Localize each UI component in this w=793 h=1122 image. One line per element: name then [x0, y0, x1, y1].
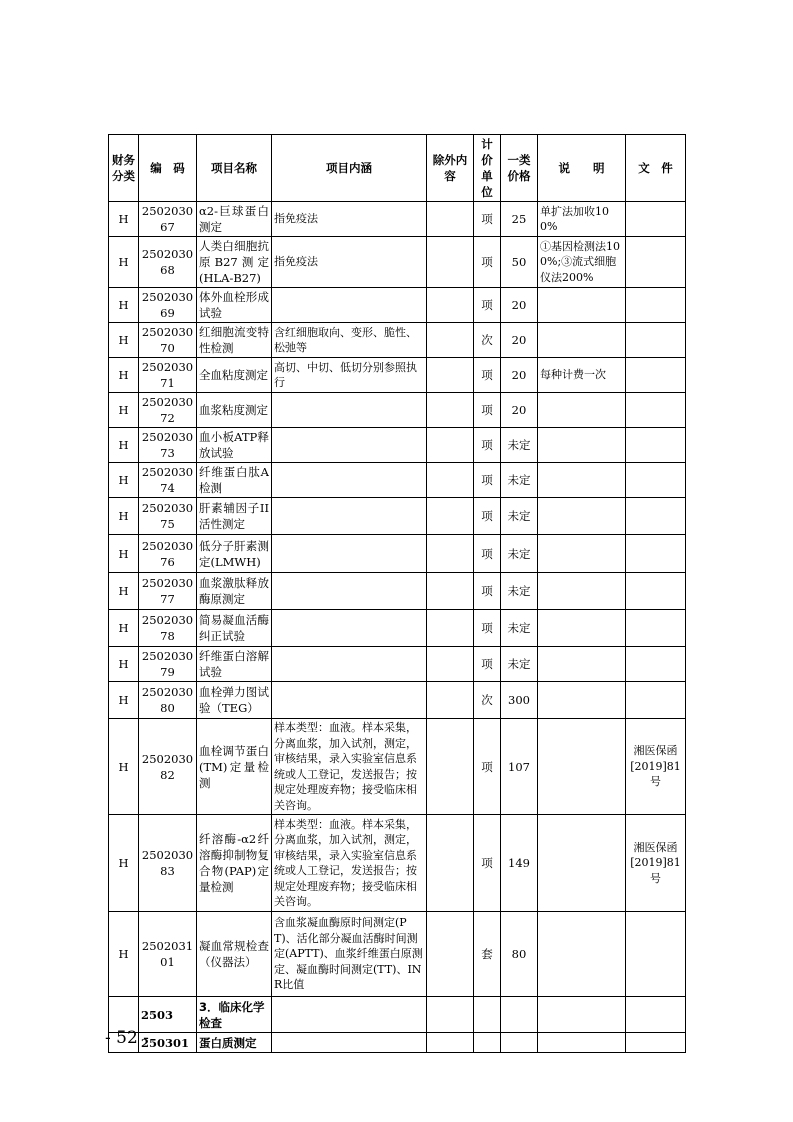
- cell-document: [626, 912, 686, 997]
- cell-category: H: [109, 498, 139, 535]
- cell-document: [626, 610, 686, 647]
- cell-name: 体外血栓形成试验: [197, 288, 272, 323]
- header-document: 文 件: [626, 135, 686, 202]
- cell-name: 血栓弹力图试验（TEG）: [197, 682, 272, 719]
- cell-code: 250203101: [139, 912, 197, 997]
- cell-exclusions: [427, 682, 474, 719]
- section-name: 蛋白质测定: [197, 1033, 272, 1053]
- cell-name: 凝血常规检查（仪器法）: [197, 912, 272, 997]
- cell-price: 20: [501, 358, 538, 393]
- cell-unit: 项: [474, 358, 501, 393]
- cell-category: H: [109, 323, 139, 358]
- cell-price: 20: [501, 393, 538, 428]
- cell-code: 250203067: [139, 202, 197, 237]
- table-row: [109, 237, 686, 288]
- cell-category: H: [109, 573, 139, 610]
- cell-price: 20: [501, 323, 538, 358]
- page-number: - 52 -: [105, 1028, 149, 1048]
- cell-exclusions: [427, 428, 474, 463]
- cell-price: 未定: [501, 647, 538, 682]
- cell-price: 50: [501, 237, 538, 288]
- cell-exclusions: [427, 237, 474, 288]
- table-row: [109, 323, 686, 358]
- cell-name: 纤维蛋白溶解试验: [197, 647, 272, 682]
- cell-code: 250203075: [139, 498, 197, 535]
- cell-content: [272, 535, 427, 573]
- table-row: [109, 682, 686, 719]
- cell-price: 80: [501, 912, 538, 997]
- cell-price: 20: [501, 288, 538, 323]
- cell-content: [272, 682, 427, 719]
- cell-unit: 项: [474, 202, 501, 237]
- cell-code: 250203079: [139, 647, 197, 682]
- cell-exclusions: [427, 719, 474, 815]
- cell-notes: [538, 719, 626, 815]
- cell-exclusions: [427, 573, 474, 610]
- cell-content: 样本类型：血液。样本采集，分离血浆，加入试剂，测定，审核结果，录入实验室信息系统或人工登记，发送报告；按规定处理废弃物；接受临床相关咨询。: [272, 719, 427, 815]
- table-row: [109, 463, 686, 498]
- cell-price: 149: [501, 815, 538, 912]
- cell-notes: [538, 997, 626, 1033]
- cell-unit: 项: [474, 535, 501, 573]
- cell-document: [626, 1033, 686, 1053]
- cell-name: 血栓调节蛋白(TM)定量检测: [197, 719, 272, 815]
- cell-category: H: [109, 815, 139, 912]
- header-exclusions: 除外内容: [427, 135, 474, 202]
- table-row: [109, 573, 686, 610]
- cell-content: [272, 997, 427, 1033]
- cell-document: [626, 323, 686, 358]
- table-row: [109, 535, 686, 573]
- cell-unit: 项: [474, 393, 501, 428]
- cell-document: [626, 393, 686, 428]
- cell-price: [501, 1033, 538, 1053]
- section-code: 250301: [139, 1033, 197, 1053]
- cell-notes: [538, 535, 626, 573]
- cell-notes: [538, 647, 626, 682]
- cell-code: 250203070: [139, 323, 197, 358]
- cell-document: [626, 535, 686, 573]
- cell-document: [626, 682, 686, 719]
- cell-category: H: [109, 393, 139, 428]
- cell-content: 高切、中切、低切分别参照执行: [272, 358, 427, 393]
- section-row: [109, 997, 686, 1033]
- cell-category: H: [109, 202, 139, 237]
- cell-content: [272, 288, 427, 323]
- cell-notes: [538, 428, 626, 463]
- cell-name: 红细胞流变特性检测: [197, 323, 272, 358]
- table-row: [109, 719, 686, 815]
- table-row: [109, 815, 686, 912]
- cell-document: [626, 498, 686, 535]
- cell-document: [626, 428, 686, 463]
- cell-category: H: [109, 237, 139, 288]
- cell-category: H: [109, 535, 139, 573]
- cell-unit: 项: [474, 288, 501, 323]
- cell-notes: ①基因检测法100%;③流式细胞仪法200%: [538, 237, 626, 288]
- table-row: [109, 647, 686, 682]
- cell-price: 未定: [501, 428, 538, 463]
- cell-content: 指免疫法: [272, 237, 427, 288]
- header-notes: 说 明: [538, 135, 626, 202]
- cell-document: [626, 997, 686, 1033]
- cell-exclusions: [427, 610, 474, 647]
- cell-name: α2-巨球蛋白测定: [197, 202, 272, 237]
- cell-name: 纤溶酶-α2纤溶酶抑制物复合物(PAP)定量检测: [197, 815, 272, 912]
- section-row: [109, 1033, 686, 1053]
- cell-notes: [538, 288, 626, 323]
- cell-name: 纤维蛋白肽A检测: [197, 463, 272, 498]
- price-table: [108, 134, 686, 1053]
- header-content: 项目内涵: [272, 135, 427, 202]
- cell-notes: [538, 682, 626, 719]
- cell-name: 血小板ATP释放试验: [197, 428, 272, 463]
- table-row: [109, 358, 686, 393]
- cell-unit: [474, 1033, 501, 1053]
- cell-price: 300: [501, 682, 538, 719]
- table-row: [109, 610, 686, 647]
- cell-unit: 项: [474, 815, 501, 912]
- cell-category: H: [109, 719, 139, 815]
- cell-price: 25: [501, 202, 538, 237]
- cell-content: [272, 428, 427, 463]
- cell-exclusions: [427, 463, 474, 498]
- cell-content: [272, 610, 427, 647]
- cell-price: 未定: [501, 610, 538, 647]
- cell-category: H: [109, 610, 139, 647]
- cell-document: [626, 647, 686, 682]
- cell-code: 250203078: [139, 610, 197, 647]
- cell-price: 未定: [501, 463, 538, 498]
- table-row: [109, 428, 686, 463]
- cell-exclusions: [427, 323, 474, 358]
- cell-exclusions: [427, 1033, 474, 1053]
- cell-notes: [538, 573, 626, 610]
- cell-document: 湘医保函[2019]81号: [626, 815, 686, 912]
- cell-name: 全血粘度测定: [197, 358, 272, 393]
- cell-code: 250203072: [139, 393, 197, 428]
- cell-unit: 项: [474, 428, 501, 463]
- cell-code: 250203068: [139, 237, 197, 288]
- cell-content: 含红细胞取向、变形、脆性、松弛等: [272, 323, 427, 358]
- cell-unit: 套: [474, 912, 501, 997]
- cell-notes: 单扩法加收100%: [538, 202, 626, 237]
- cell-category: H: [109, 428, 139, 463]
- table-row: [109, 393, 686, 428]
- cell-exclusions: [427, 202, 474, 237]
- cell-unit: 项: [474, 647, 501, 682]
- cell-notes: [538, 463, 626, 498]
- cell-category: H: [109, 912, 139, 997]
- cell-unit: 项: [474, 498, 501, 535]
- cell-exclusions: [427, 288, 474, 323]
- cell-name: 血浆粘度测定: [197, 393, 272, 428]
- table-row: [109, 498, 686, 535]
- cell-code: 250203073: [139, 428, 197, 463]
- table-row: [109, 912, 686, 997]
- cell-exclusions: [427, 647, 474, 682]
- cell-category: H: [109, 358, 139, 393]
- cell-code: 250203083: [139, 815, 197, 912]
- cell-exclusions: [427, 997, 474, 1033]
- cell-notes: [538, 815, 626, 912]
- cell-content: 样本类型：血液。样本采集，分离血浆，加入试剂，测定，审核结果，录入实验室信息系统或人工登记，发送报告；按规定处理废弃物；接受临床相关咨询。: [272, 815, 427, 912]
- cell-name: 简易凝血活酶纠正试验: [197, 610, 272, 647]
- cell-document: 湘医保函[2019]81号: [626, 719, 686, 815]
- cell-document: [626, 237, 686, 288]
- cell-unit: 项: [474, 237, 501, 288]
- cell-notes: [538, 1033, 626, 1053]
- cell-name: 低分子肝素测定(LMWH): [197, 535, 272, 573]
- cell-name: 人类白细胞抗原B27测定(HLA-B27): [197, 237, 272, 288]
- cell-price: 未定: [501, 573, 538, 610]
- cell-unit: 项: [474, 463, 501, 498]
- table-header-row: [109, 135, 686, 202]
- cell-price: 未定: [501, 535, 538, 573]
- cell-exclusions: [427, 498, 474, 535]
- cell-notes: [538, 323, 626, 358]
- cell-exclusions: [427, 358, 474, 393]
- cell-notes: [538, 912, 626, 997]
- cell-code: 250203071: [139, 358, 197, 393]
- cell-unit: 项: [474, 719, 501, 815]
- cell-content: 含血浆凝血酶原时间测定(PT)、活化部分凝血活酶时间测定(APTT)、血浆纤维蛋白原测定、凝血酶时间测定(TT)、INR比值: [272, 912, 427, 997]
- cell-category: H: [109, 682, 139, 719]
- cell-code: 250203082: [139, 719, 197, 815]
- cell-name: 肝素辅因子II活性测定: [197, 498, 272, 535]
- header-name: 项目名称: [197, 135, 272, 202]
- section-code: 2503: [139, 997, 197, 1033]
- cell-document: [626, 288, 686, 323]
- cell-content: [272, 573, 427, 610]
- cell-price: 107: [501, 719, 538, 815]
- cell-exclusions: [427, 815, 474, 912]
- header-unit: 计价单位: [474, 135, 501, 202]
- cell-code: 250203076: [139, 535, 197, 573]
- cell-document: [626, 463, 686, 498]
- cell-category: H: [109, 647, 139, 682]
- cell-content: [272, 1033, 427, 1053]
- section-name: 3．临床化学检查: [197, 997, 272, 1033]
- cell-price: [501, 997, 538, 1033]
- cell-exclusions: [427, 535, 474, 573]
- cell-unit: 次: [474, 323, 501, 358]
- cell-code: 250203069: [139, 288, 197, 323]
- cell-unit: [474, 997, 501, 1033]
- cell-content: [272, 463, 427, 498]
- cell-notes: [538, 393, 626, 428]
- cell-exclusions: [427, 912, 474, 997]
- cell-notes: 每种计费一次: [538, 358, 626, 393]
- cell-unit: 项: [474, 610, 501, 647]
- cell-notes: [538, 498, 626, 535]
- cell-exclusions: [427, 393, 474, 428]
- cell-content: [272, 393, 427, 428]
- cell-unit: 次: [474, 682, 501, 719]
- cell-document: [626, 573, 686, 610]
- header-price: 一类价格: [501, 135, 538, 202]
- cell-document: [626, 202, 686, 237]
- cell-category: H: [109, 463, 139, 498]
- cell-code: 250203080: [139, 682, 197, 719]
- cell-price: 未定: [501, 498, 538, 535]
- cell-name: 血浆激肽释放酶原测定: [197, 573, 272, 610]
- cell-document: [626, 358, 686, 393]
- header-code: 编 码: [139, 135, 197, 202]
- cell-code: 250203077: [139, 573, 197, 610]
- cell-code: 250203074: [139, 463, 197, 498]
- cell-category: H: [109, 288, 139, 323]
- cell-content: [272, 647, 427, 682]
- cell-notes: [538, 610, 626, 647]
- cell-unit: 项: [474, 573, 501, 610]
- cell-content: 指免疫法: [272, 202, 427, 237]
- cell-content: [272, 498, 427, 535]
- table-row: [109, 202, 686, 237]
- header-category: 财务分类: [109, 135, 139, 202]
- table-row: [109, 288, 686, 323]
